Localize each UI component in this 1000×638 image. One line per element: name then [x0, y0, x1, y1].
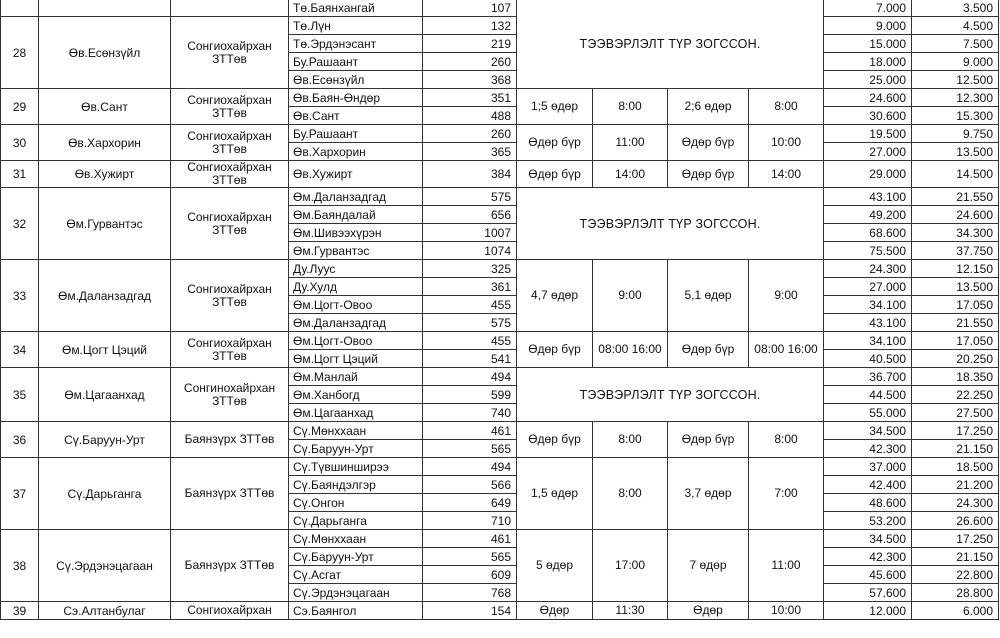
terminal-cell: Сонгиохайрхан ЗТТөв	[171, 161, 289, 188]
terminal-cell: Сонгиохайрхан ЗТТөв	[171, 188, 289, 260]
stop-cell: Өм.Цогт-Овоо	[289, 296, 423, 314]
return-time-cell: 14:00	[749, 161, 824, 188]
distance-cell: 384	[423, 161, 517, 188]
distance-cell: 154	[423, 602, 517, 620]
child-price-cell: 37.750	[912, 242, 999, 260]
child-price-cell: 9.750	[912, 125, 999, 143]
child-price-cell: 27.500	[912, 404, 999, 422]
table-row	[1, 368, 999, 386]
child-price-cell: 7.500	[912, 35, 999, 53]
return-days-cell: 3,7 өдөр	[668, 458, 749, 530]
number-cell: 35	[1, 368, 39, 422]
adult-price-cell: 27.000	[824, 143, 912, 161]
distance-cell: 599	[423, 386, 517, 404]
stop-cell: Тө.Баянхангай	[289, 0, 423, 17]
adult-price-cell: 55.000	[824, 404, 912, 422]
stop-cell: Өв.Хархорин	[289, 143, 423, 161]
route-cell: Өм.Гурвантэс	[39, 188, 171, 260]
child-price-cell: 15.300	[912, 107, 999, 125]
stop-cell: Сү.Баруун-Урт	[289, 548, 423, 566]
return-time-cell: 7:00	[749, 458, 824, 530]
number-cell: 29	[1, 89, 39, 125]
distance-cell: 656	[423, 206, 517, 224]
route-cell: Өм.Цагаанхад	[39, 368, 171, 422]
table-body	[1, 0, 999, 620]
distance-cell: 575	[423, 314, 517, 332]
child-price-cell: 21.550	[912, 188, 999, 206]
child-price-cell: 14.500	[912, 161, 999, 188]
stop-cell: Ду.Хулд	[289, 278, 423, 296]
distance-cell: 365	[423, 143, 517, 161]
stop-cell: Өм.Баяндалай	[289, 206, 423, 224]
departure-time-cell: 11:30	[593, 602, 668, 620]
route-cell: Сү.Эрдэнэцагаан	[39, 530, 171, 602]
child-price-cell: 17.250	[912, 530, 999, 548]
number-cell: 28	[1, 17, 39, 89]
return-time-cell: 8:00	[749, 422, 824, 458]
return-time-cell: 8:00	[749, 89, 824, 125]
return-days-cell: Өдөр	[668, 602, 749, 620]
return-time-cell: 10:00	[749, 125, 824, 161]
table-row	[1, 161, 999, 188]
distance-cell: 494	[423, 458, 517, 476]
stop-cell: Өм.Цогт-Овоо	[289, 332, 423, 350]
terminal-cell: Сонгиохайрхан ЗТТөв	[171, 125, 289, 161]
departure-days-cell: 4,7 өдөр	[517, 260, 593, 332]
departure-time-cell: 08:00 16:00	[593, 332, 668, 368]
child-price-cell: 6.000	[912, 602, 999, 620]
child-price-cell: 12.300	[912, 89, 999, 107]
child-price-cell: 3.500	[912, 0, 999, 17]
adult-price-cell: 75.500	[824, 242, 912, 260]
departure-time-cell: 14:00	[593, 161, 668, 188]
child-price-cell: 18.350	[912, 368, 999, 386]
departure-days-cell: Өдөр бүр	[517, 332, 593, 368]
adult-price-cell: 7.000	[824, 0, 912, 17]
stop-cell: Өм.Даланзадгад	[289, 188, 423, 206]
distance-cell: 566	[423, 476, 517, 494]
distance-cell: 740	[423, 404, 517, 422]
distance-cell: 260	[423, 125, 517, 143]
number-cell: 32	[1, 188, 39, 260]
child-price-cell: 26.600	[912, 512, 999, 530]
adult-price-cell: 34.500	[824, 530, 912, 548]
distance-cell: 494	[423, 368, 517, 386]
terminal-cell: Сонгиохайрхан ЗТТөв	[171, 89, 289, 125]
number-cell	[1, 0, 39, 17]
distance-cell: 351	[423, 89, 517, 107]
adult-price-cell: 43.100	[824, 314, 912, 332]
return-time-cell: 11:00	[749, 530, 824, 602]
departure-time-cell: 11:00	[593, 125, 668, 161]
return-days-cell: 2;6 өдөр	[668, 89, 749, 125]
departure-days-cell: 1,5 өдөр	[517, 458, 593, 530]
number-cell: 38	[1, 530, 39, 602]
adult-price-cell: 48.600	[824, 494, 912, 512]
distance-cell: 219	[423, 35, 517, 53]
return-days-cell: Өдөр бүр	[668, 125, 749, 161]
distance-cell: 368	[423, 71, 517, 89]
adult-price-cell: 43.100	[824, 188, 912, 206]
distance-cell: 260	[423, 53, 517, 71]
child-price-cell: 22.800	[912, 566, 999, 584]
adult-price-cell: 53.200	[824, 512, 912, 530]
adult-price-cell: 44.500	[824, 386, 912, 404]
adult-price-cell: 37.000	[824, 458, 912, 476]
child-price-cell: 17.050	[912, 296, 999, 314]
adult-price-cell: 34.100	[824, 332, 912, 350]
distance-cell: 649	[423, 494, 517, 512]
route-cell: Сү.Баруун-Урт	[39, 422, 171, 458]
distance-cell: 325	[423, 260, 517, 278]
stop-cell: Өв.Сант	[289, 107, 423, 125]
child-price-cell: 28.800	[912, 584, 999, 602]
distance-cell: 461	[423, 530, 517, 548]
adult-price-cell: 29.000	[824, 161, 912, 188]
distance-cell: 488	[423, 107, 517, 125]
distance-cell: 710	[423, 512, 517, 530]
adult-price-cell: 34.100	[824, 296, 912, 314]
route-cell	[39, 0, 171, 17]
number-cell: 36	[1, 422, 39, 458]
return-time-cell: 08:00 16:00	[749, 332, 824, 368]
adult-price-cell: 34.500	[824, 422, 912, 440]
stop-cell: Сү.Түвшинширээ	[289, 458, 423, 476]
number-cell: 37	[1, 458, 39, 530]
suspended-notice: ТЭЭВЭРЛЭЛТ ТҮР ЗОГССОН.	[517, 188, 824, 260]
table-row	[1, 89, 999, 107]
table-row	[1, 602, 999, 620]
terminal-cell: Сонгиохайрхан ЗТТөв	[171, 332, 289, 368]
child-price-cell: 22.250	[912, 386, 999, 404]
departure-days-cell: Өдөр бүр	[517, 161, 593, 188]
terminal-cell: Сонгиохайрхан	[171, 602, 289, 620]
stop-cell: Бу.Рашаант	[289, 53, 423, 71]
route-cell: Өв.Есөнзүйл	[39, 17, 171, 89]
stop-cell: Өв.Баян-Өндөр	[289, 89, 423, 107]
number-cell: 30	[1, 125, 39, 161]
departure-time-cell: 9:00	[593, 260, 668, 332]
distance-cell: 541	[423, 350, 517, 368]
return-days-cell: Өдөр бүр	[668, 422, 749, 458]
child-price-cell: 17.250	[912, 422, 999, 440]
stop-cell: Өм.Даланзадгад	[289, 314, 423, 332]
departure-time-cell: 8:00	[593, 458, 668, 530]
adult-price-cell: 42.400	[824, 476, 912, 494]
departure-time-cell: 8:00	[593, 89, 668, 125]
adult-price-cell: 12.000	[824, 602, 912, 620]
route-cell: Өв.Хужирт	[39, 161, 171, 188]
stop-cell: Өм.Ханбогд	[289, 386, 423, 404]
distance-cell: 609	[423, 566, 517, 584]
stop-cell: Сү.Асгат	[289, 566, 423, 584]
return-days-cell: 7 өдөр	[668, 530, 749, 602]
distance-cell: 132	[423, 17, 517, 35]
distance-cell: 1007	[423, 224, 517, 242]
stop-cell: Сү.Мөнххаан	[289, 530, 423, 548]
adult-price-cell: 40.500	[824, 350, 912, 368]
adult-price-cell: 68.600	[824, 224, 912, 242]
adult-price-cell: 18.000	[824, 53, 912, 71]
distance-cell: 1074	[423, 242, 517, 260]
adult-price-cell: 9.000	[824, 17, 912, 35]
child-price-cell: 18.500	[912, 458, 999, 476]
adult-price-cell: 24.600	[824, 89, 912, 107]
stop-cell: Өм.Манлай	[289, 368, 423, 386]
child-price-cell: 13.500	[912, 278, 999, 296]
return-days-cell: 5,1 өдөр	[668, 260, 749, 332]
stop-cell: Сү.Баруун-Урт	[289, 440, 423, 458]
table-row	[1, 332, 999, 350]
child-price-cell: 21.150	[912, 548, 999, 566]
table-row	[1, 188, 999, 206]
stop-cell: Тө.Эрдэнэсант	[289, 35, 423, 53]
adult-price-cell: 27.000	[824, 278, 912, 296]
child-price-cell: 17.050	[912, 332, 999, 350]
number-cell: 33	[1, 260, 39, 332]
table-row	[1, 260, 999, 278]
stop-cell: Өм.Гурвантэс	[289, 242, 423, 260]
adult-price-cell: 45.600	[824, 566, 912, 584]
departure-time-cell: 17:00	[593, 530, 668, 602]
child-price-cell: 24.600	[912, 206, 999, 224]
route-cell: Сэ.Алтанбулаг	[39, 602, 171, 620]
number-cell: 31	[1, 161, 39, 188]
adult-price-cell: 36.700	[824, 368, 912, 386]
child-price-cell: 12.500	[912, 71, 999, 89]
stop-cell: Сэ.Баянгол	[289, 602, 423, 620]
return-time-cell: 9:00	[749, 260, 824, 332]
departure-days-cell: Өдөр	[517, 602, 593, 620]
stop-cell: Ду.Луус	[289, 260, 423, 278]
adult-price-cell: 25.000	[824, 71, 912, 89]
child-price-cell: 12.150	[912, 260, 999, 278]
adult-price-cell: 42.300	[824, 440, 912, 458]
terminal-cell	[171, 0, 289, 17]
distance-cell: 455	[423, 332, 517, 350]
departure-days-cell: Өдөр бүр	[517, 422, 593, 458]
stop-cell: Өв.Хужирт	[289, 161, 423, 188]
terminal-cell: Баянзүрх ЗТТөв	[171, 422, 289, 458]
return-days-cell: Өдөр бүр	[668, 332, 749, 368]
adult-price-cell: 24.300	[824, 260, 912, 278]
route-cell: Сү.Дарьганга	[39, 458, 171, 530]
child-price-cell: 13.500	[912, 143, 999, 161]
stop-cell: Сү.Онгон	[289, 494, 423, 512]
distance-cell: 455	[423, 296, 517, 314]
distance-cell: 107	[423, 0, 517, 17]
stop-cell: Сү.Эрдэнэцагаан	[289, 584, 423, 602]
departure-days-cell: Өдөр бүр	[517, 125, 593, 161]
table-row	[1, 0, 999, 17]
table-row	[1, 17, 999, 35]
return-time-cell: 10:00	[749, 602, 824, 620]
child-price-cell: 24.300	[912, 494, 999, 512]
adult-price-cell: 30.600	[824, 107, 912, 125]
route-cell: Өм.Даланзадгад	[39, 260, 171, 332]
stop-cell: Бу.Рашаант	[289, 125, 423, 143]
route-cell: Өм.Цогт Цэций	[39, 332, 171, 368]
adult-price-cell: 57.600	[824, 584, 912, 602]
stop-cell: Өм.Шивээхүрэн	[289, 224, 423, 242]
stop-cell: Тө.Лүн	[289, 17, 423, 35]
table-row	[1, 458, 999, 476]
terminal-cell: Сонгиохайрхан ЗТТөв	[171, 17, 289, 89]
stop-cell: Өв.Есөнзүйл	[289, 71, 423, 89]
distance-cell: 461	[423, 422, 517, 440]
terminal-cell: Сонгинохайрхан ЗТТөв	[171, 368, 289, 422]
child-price-cell: 4.500	[912, 17, 999, 35]
table-row	[1, 422, 999, 440]
distance-cell: 575	[423, 188, 517, 206]
route-cell: Өв.Сант	[39, 89, 171, 125]
table-row	[1, 125, 999, 143]
child-price-cell: 9.000	[912, 53, 999, 71]
suspended-notice: ТЭЭВЭРЛЭЛТ ТҮР ЗОГССОН.	[517, 0, 824, 89]
stop-cell: Сү.Дарьганга	[289, 512, 423, 530]
distance-cell: 565	[423, 548, 517, 566]
child-price-cell: 21.200	[912, 476, 999, 494]
adult-price-cell: 49.200	[824, 206, 912, 224]
child-price-cell: 21.150	[912, 440, 999, 458]
distance-cell: 361	[423, 278, 517, 296]
terminal-cell: Баянзүрх ЗТТөв	[171, 458, 289, 530]
distance-cell: 565	[423, 440, 517, 458]
child-price-cell: 21.550	[912, 314, 999, 332]
adult-price-cell: 42.300	[824, 548, 912, 566]
adult-price-cell: 15.000	[824, 35, 912, 53]
number-cell: 34	[1, 332, 39, 368]
departure-time-cell: 8:00	[593, 422, 668, 458]
suspended-notice: ТЭЭВЭРЛЭЛТ ТҮР ЗОГССОН.	[517, 368, 824, 422]
number-cell: 39	[1, 602, 39, 620]
stop-cell: Өм.Цогт Цэций	[289, 350, 423, 368]
stop-cell: Сү.Баяндэлгэр	[289, 476, 423, 494]
departure-days-cell: 5 өдөр	[517, 530, 593, 602]
table-row	[1, 530, 999, 548]
child-price-cell: 34.300	[912, 224, 999, 242]
return-days-cell: Өдөр бүр	[668, 161, 749, 188]
route-cell: Өв.Хархорин	[39, 125, 171, 161]
distance-cell: 768	[423, 584, 517, 602]
adult-price-cell: 19.500	[824, 125, 912, 143]
terminal-cell: Баянзүрх ЗТТөв	[171, 530, 289, 602]
departure-days-cell: 1;5 өдөр	[517, 89, 593, 125]
stop-cell: Өм.Цагаанхад	[289, 404, 423, 422]
stop-cell: Сү.Мөнххаан	[289, 422, 423, 440]
terminal-cell: Сонгиохайрхан ЗТТөв	[171, 260, 289, 332]
child-price-cell: 20.250	[912, 350, 999, 368]
